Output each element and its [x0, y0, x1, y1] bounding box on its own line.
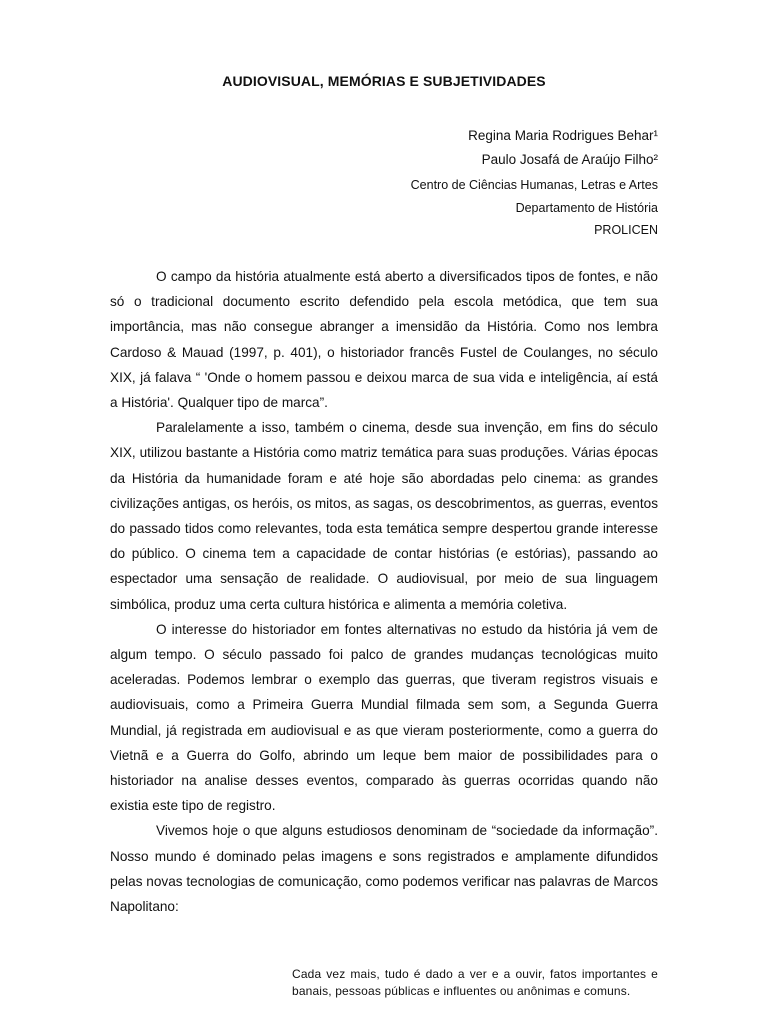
paragraph: O interesse do historiador em fontes alternativas no estudo da história já vem de algum tempo. O século passado foi palco de grandes mudanças tecnológicas muito aceleradas. Podemos lembrar o exemplo das guerras, que tiveram registros visuais e audiovisuais, como a Primeira Guerra Mundial filmada sem som, a Segunda Guerra Mundial, já registrada em audiovisual e as que vieram posteriormente, como a guerra do Vietnã e a Guerra do Golfo, abrindo um leque bem maior de possibilidades para o historiador na analise desses eventos, comparado às guerras ocorridas quando não existia este tipo de registro. — [110, 621, 658, 814]
affiliation-block — [411, 174, 658, 242]
page-title: AUDIOVISUAL, MEMÓRIAS E SUBJETIVIDADES — [222, 73, 546, 89]
author-name: Paulo Josafá de Araújo Filho² — [481, 152, 658, 167]
paragraph: O campo da história atualmente está aberto a diversificados tipos de fontes, e não só o tradicional documento escrito defendido pela escola metódica, que tem sua importância, mas não consegue abranger a imensidão da História. Como nos lembra Cardoso & Mauad (1997, p. 401), o historiador francês Fustel de Coulanges, no século XIX, já falava “ 'Onde o homem passou e deixou marca de sua vida e inteligência, aí está a História'. Qualquer tipo de marca”. — [110, 269, 658, 411]
affiliation-center: Centro de Ciências Humanas, Letras e Artes — [410, 178, 658, 192]
paragraph: Vivemos hoje o que alguns estudiosos denominam de “sociedade da informação”. Nosso mundo é dominado pelas imagens e sons registrados e amplamente difundidos pelas novas tecnologias de comunicação, como podemos verificar nas palavras de Marcos Napolitano: — [110, 823, 658, 915]
author-name: Regina Maria Rodrigues Behar¹ — [468, 128, 658, 143]
paragraph: Paralelamente a isso, também o cinema, desde sua invenção, em fins do século XIX, utilizou bastante a História como matriz temática para suas produções. Várias épocas da História da humanidade foram e até hoje são abordadas pelo cinema: as grandes civilizações antigas, os heróis, os mitos, as sagas, os descobrimentos, as guerras, eventos do passado tidos como relevantes, toda esta temática sempre despertou grande interesse do público. O cinema tem a capacidade de contar histórias (e estórias), passando ao espectador uma sensação de realidade. O audiovisual, por meio de sua linguagem simbólica, produz uma certa cultura histórica e alimenta a memória coletiva. — [110, 420, 658, 612]
body-text — [110, 264, 658, 919]
block-quote: Cada vez mais, tudo é dado a ver e a ouvir, fatos importantes e banais, pessoas públicas e influentes ou anônimas e comuns. — [292, 967, 658, 998]
author-list — [468, 124, 658, 172]
affiliation-department: Departamento de História — [515, 200, 658, 215]
affiliation-program: PROLICEN — [594, 223, 658, 237]
